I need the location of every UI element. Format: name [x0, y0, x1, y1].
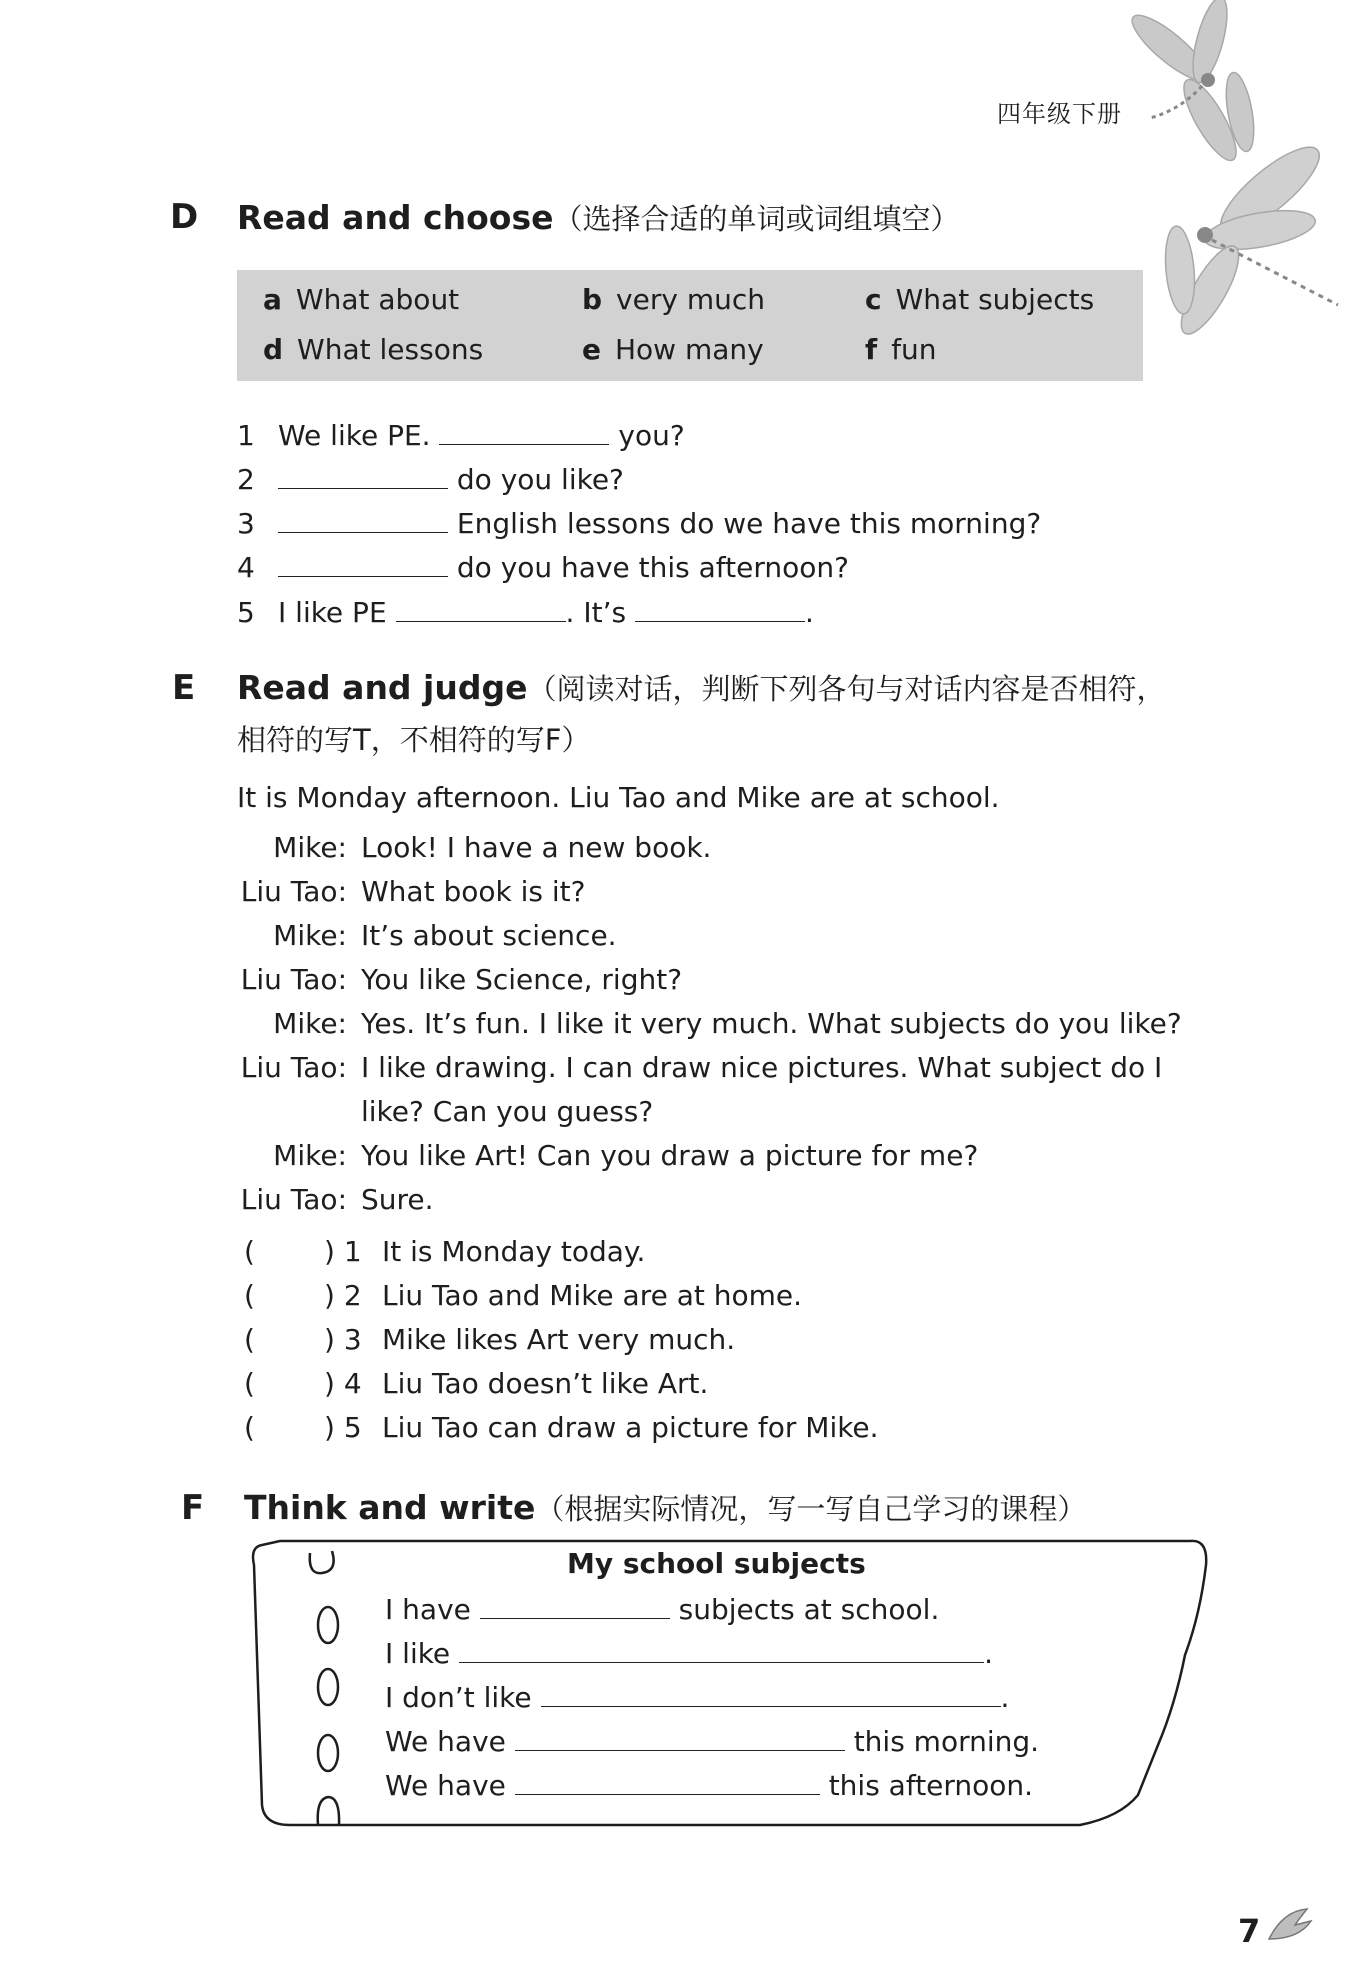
answer-blank[interactable] — [278, 506, 448, 533]
section-e-heading — [237, 667, 1166, 708]
option-c: c What subjects — [865, 283, 1095, 316]
dialogue-line: Liu Tao: Sure. — [240, 1183, 434, 1216]
answer-blank[interactable] — [515, 1724, 845, 1751]
dialogue-line: like? Can you guess? — [361, 1095, 654, 1128]
dialogue-line: Mike: It’s about science. — [273, 919, 617, 952]
option-a: a What about — [263, 283, 460, 316]
option-f: f fun — [865, 333, 937, 366]
dialogue-line: Mike: Yes. It’s fun. I like it very much. What subjects do you like? — [273, 1007, 1182, 1040]
d-item-2: 2 do you like? — [237, 463, 624, 496]
option-d: d What lessons — [263, 333, 484, 366]
section-f-letter: F — [181, 1488, 205, 1528]
option-e: e How many — [582, 333, 764, 366]
d-item-5: 5 I like PE . It’s . — [237, 596, 814, 629]
dialogue-line: Liu Tao: I like drawing. I can draw nice pictures. What subject do I — [240, 1051, 1163, 1084]
section-d-letter: D — [170, 197, 199, 237]
dragonfly-illustration-right — [1150, 140, 1340, 370]
dialogue-line: Mike: You like Art! Can you draw a picture for me? — [273, 1139, 979, 1172]
dialogue-intro: It is Monday afternoon. Liu Tao and Mike are at school. — [237, 781, 1000, 814]
page-number: 7 — [1238, 1912, 1261, 1950]
dialogue-line: Liu Tao: You like Science, right? — [240, 963, 683, 996]
dialogue-line: Liu Tao: What book is it? — [240, 875, 586, 908]
grade-label: 四年级下册 — [997, 101, 1122, 128]
section-f-title: Think and write — [244, 1488, 536, 1527]
write-line-5: We have this afternoon. — [385, 1769, 1034, 1802]
answer-blank[interactable] — [515, 1768, 820, 1795]
section-f-heading — [244, 1487, 1086, 1528]
dialogue-line: Mike: Look! I have a new book. — [273, 831, 712, 864]
section-e-letter: E — [172, 668, 196, 708]
section-f-note: （根据实际情况，写一写自己学习的课程） — [535, 1492, 1087, 1526]
judge-answer-slot[interactable]: ) 3 — [324, 1323, 362, 1356]
write-line-1: I have subjects at school. — [385, 1593, 940, 1626]
section-d-title: Read and choose — [237, 198, 554, 237]
answer-blank[interactable] — [459, 1636, 984, 1663]
section-e-note-cont: 相符的写T，不相符的写F） — [237, 723, 591, 757]
answer-blank[interactable] — [480, 1592, 670, 1619]
judge-answer-slot[interactable]: ) 2 — [324, 1279, 362, 1312]
d-item-1: 1 We like PE. you? — [237, 419, 685, 452]
section-e-note: （阅读对话，判断下列各句与对话内容是否相符， — [527, 672, 1166, 706]
card-title: My school subjects — [567, 1547, 866, 1580]
write-line-2: I like . — [385, 1637, 993, 1670]
answer-blank[interactable] — [396, 595, 566, 622]
judge-answer-slot[interactable]: ) 5 — [324, 1411, 362, 1444]
section-d-note: （选择合适的单词或词组填空） — [553, 202, 960, 236]
write-line-3: I don’t like . — [385, 1681, 1010, 1714]
write-line-4: We have this morning. — [385, 1725, 1040, 1758]
section-e-title: Read and judge — [237, 668, 528, 707]
answer-blank[interactable] — [439, 418, 609, 445]
section-d-heading — [237, 197, 959, 238]
dialogue — [237, 826, 1182, 1222]
leaf-icon — [1265, 1905, 1315, 1945]
answer-blank[interactable] — [278, 550, 448, 577]
judge-answer-slot[interactable]: ) 1 — [324, 1235, 362, 1268]
d-item-4: 4 do you have this afternoon? — [237, 551, 850, 584]
answer-blank[interactable] — [278, 462, 448, 489]
word-bank — [237, 270, 1143, 381]
answer-blank[interactable] — [635, 595, 805, 622]
d-item-3: 3 English lessons do we have this morning? — [237, 507, 1042, 540]
judge-answer-slot[interactable]: ) 4 — [324, 1367, 362, 1400]
answer-blank[interactable] — [541, 1680, 1001, 1707]
option-b: b very much — [582, 283, 765, 316]
